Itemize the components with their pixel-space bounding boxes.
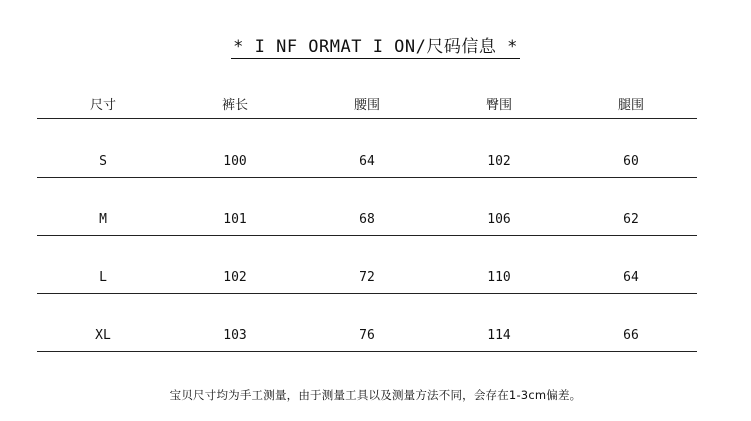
- table-row: [37, 177, 697, 236]
- cell-waist: 72: [359, 270, 375, 285]
- page-title-text: * I NF ORMAT I ON/尺码信息 *: [233, 37, 518, 57]
- cell-pants-length: 100: [223, 154, 247, 169]
- table-row: [37, 119, 697, 178]
- cell-size: L: [99, 270, 107, 285]
- cell-waist: 76: [359, 328, 375, 343]
- cell-hip: 102: [487, 154, 511, 169]
- cell-pants-length: 102: [223, 270, 247, 285]
- measurement-note: 宝贝尺寸均为手工测量，由于测量工具以及测量方法不同，会存在1-3cm偏差。: [169, 388, 582, 402]
- cell-thigh: 62: [623, 212, 639, 227]
- cell-hip: 110: [487, 270, 511, 285]
- cell-size: S: [99, 154, 107, 169]
- table-row: [37, 235, 697, 294]
- cell-size: M: [99, 212, 107, 227]
- cell-waist: 68: [359, 212, 375, 227]
- page-title: [0, 36, 751, 58]
- cell-waist: 64: [359, 154, 375, 169]
- table-header-row: [37, 94, 697, 119]
- cell-pants-length: 103: [223, 328, 247, 343]
- header-size: 尺寸: [89, 98, 116, 113]
- cell-size: XL: [95, 328, 111, 343]
- cell-thigh: 60: [623, 154, 639, 169]
- cell-hip: 114: [487, 328, 511, 343]
- header-thigh: 腿围: [617, 98, 644, 113]
- cell-hip: 106: [487, 212, 511, 227]
- cell-pants-length: 101: [223, 212, 247, 227]
- table-row: [37, 293, 697, 352]
- header-waist: 腰围: [353, 98, 380, 113]
- cell-thigh: 64: [623, 270, 639, 285]
- header-hip: 臀围: [485, 98, 512, 113]
- cell-thigh: 66: [623, 328, 639, 343]
- header-pants-length: 裤长: [221, 98, 248, 113]
